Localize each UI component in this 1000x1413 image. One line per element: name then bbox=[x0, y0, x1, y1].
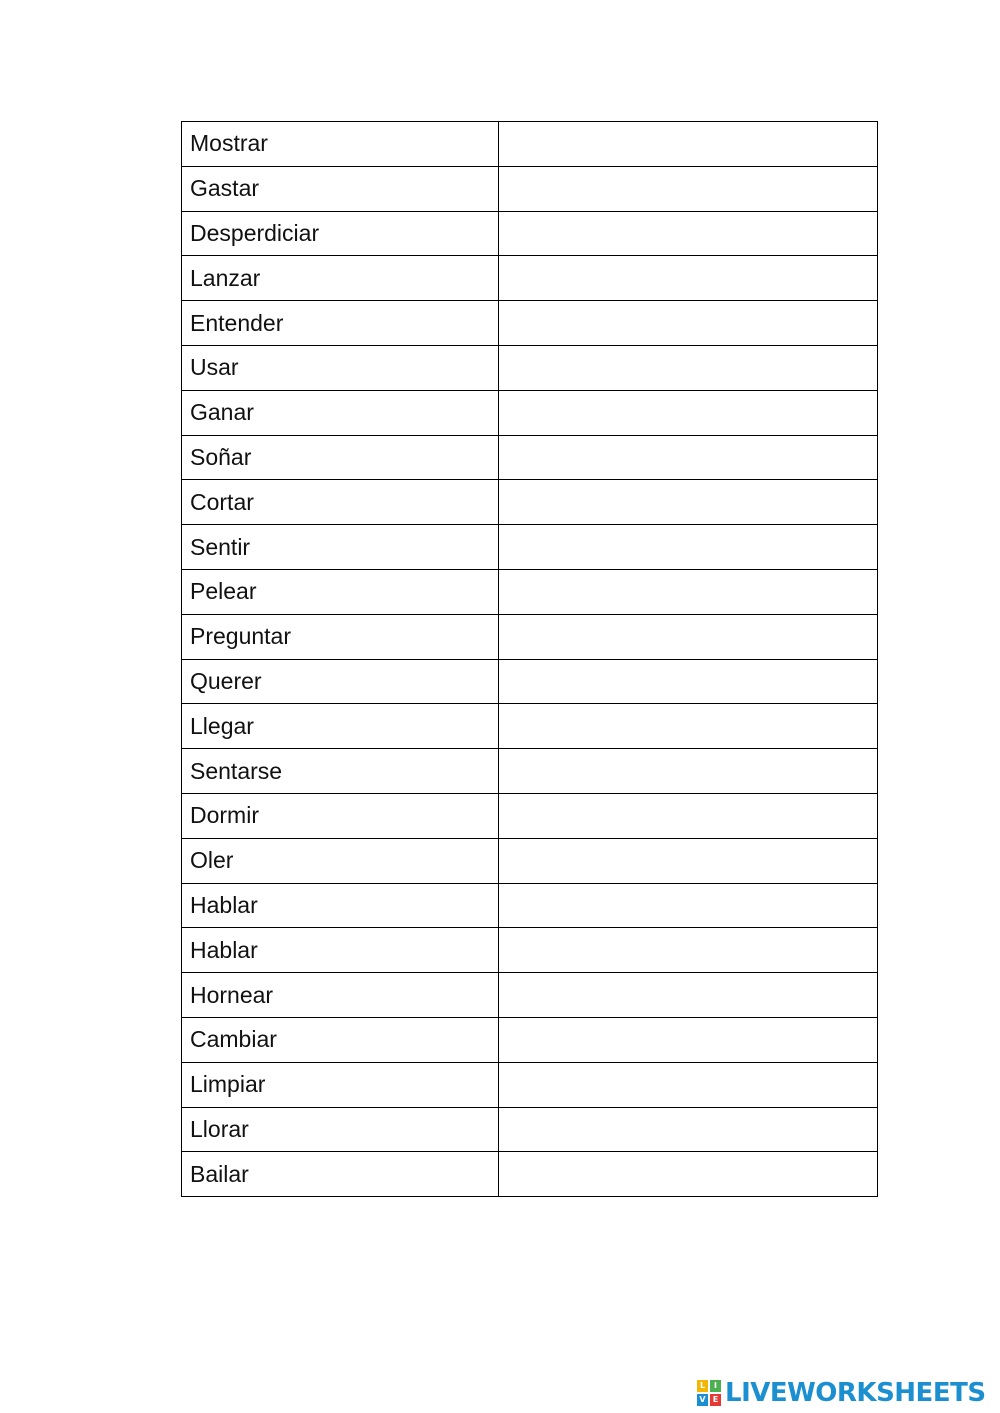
answer-cell[interactable] bbox=[499, 883, 878, 928]
logo-letter-e: E bbox=[710, 1394, 721, 1406]
answer-cell[interactable] bbox=[499, 614, 878, 659]
table-row bbox=[182, 211, 878, 256]
answer-cell[interactable] bbox=[499, 166, 878, 211]
answer-cell[interactable] bbox=[499, 345, 878, 390]
verb-cell: Sentir bbox=[182, 525, 499, 570]
verb-cell: Hablar bbox=[182, 928, 499, 973]
answer-cell[interactable] bbox=[499, 1062, 878, 1107]
verb-cell: Soñar bbox=[182, 435, 499, 480]
answer-cell[interactable] bbox=[499, 793, 878, 838]
verb-cell: Oler bbox=[182, 838, 499, 883]
verb-table bbox=[181, 121, 878, 1197]
table-row bbox=[182, 749, 878, 794]
verb-cell: Querer bbox=[182, 659, 499, 704]
answer-cell[interactable] bbox=[499, 435, 878, 480]
answer-cell[interactable] bbox=[499, 569, 878, 614]
table-row bbox=[182, 973, 878, 1018]
answer-cell[interactable] bbox=[499, 1017, 878, 1062]
answer-cell[interactable] bbox=[499, 1107, 878, 1152]
table-row bbox=[182, 301, 878, 346]
logo-letter-v: V bbox=[697, 1394, 708, 1406]
verb-cell: Cambiar bbox=[182, 1017, 499, 1062]
verb-cell: Lanzar bbox=[182, 256, 499, 301]
verb-cell: Preguntar bbox=[182, 614, 499, 659]
verb-cell: Hablar bbox=[182, 883, 499, 928]
verb-cell: Cortar bbox=[182, 480, 499, 525]
liveworksheets-brand bbox=[697, 1377, 986, 1409]
liveworksheets-logo-icon bbox=[697, 1380, 721, 1406]
verb-cell: Dormir bbox=[182, 793, 499, 838]
answer-cell[interactable] bbox=[499, 480, 878, 525]
table-row bbox=[182, 122, 878, 167]
table-row bbox=[182, 659, 878, 704]
logo-letter-i: I bbox=[710, 1380, 721, 1392]
table-row bbox=[182, 1107, 878, 1152]
verb-cell: Sentarse bbox=[182, 749, 499, 794]
answer-cell[interactable] bbox=[499, 973, 878, 1018]
table-row bbox=[182, 1152, 878, 1197]
table-row bbox=[182, 793, 878, 838]
verb-cell: Usar bbox=[182, 345, 499, 390]
answer-cell[interactable] bbox=[499, 525, 878, 570]
verb-cell: Llegar bbox=[182, 704, 499, 749]
answer-cell[interactable] bbox=[499, 928, 878, 973]
table-row bbox=[182, 1017, 878, 1062]
verb-cell: Mostrar bbox=[182, 122, 499, 167]
verb-cell: Entender bbox=[182, 301, 499, 346]
verb-cell: Ganar bbox=[182, 390, 499, 435]
answer-cell[interactable] bbox=[499, 390, 878, 435]
answer-cell[interactable] bbox=[499, 256, 878, 301]
table-row bbox=[182, 166, 878, 211]
table-row bbox=[182, 569, 878, 614]
table-row bbox=[182, 390, 878, 435]
answer-cell[interactable] bbox=[499, 211, 878, 256]
table-row bbox=[182, 928, 878, 973]
verb-cell: Hornear bbox=[182, 973, 499, 1018]
table-row bbox=[182, 525, 878, 570]
verb-cell: Llorar bbox=[182, 1107, 499, 1152]
answer-cell[interactable] bbox=[499, 301, 878, 346]
verb-cell: Pelear bbox=[182, 569, 499, 614]
verb-cell: Gastar bbox=[182, 166, 499, 211]
answer-cell[interactable] bbox=[499, 1152, 878, 1197]
logo-letter-l: L bbox=[697, 1380, 708, 1392]
answer-cell[interactable] bbox=[499, 122, 878, 167]
verb-cell: Desperdiciar bbox=[182, 211, 499, 256]
table-row bbox=[182, 1062, 878, 1107]
brand-name: LIVEWORKSHEETS bbox=[725, 1378, 986, 1408]
answer-cell[interactable] bbox=[499, 838, 878, 883]
verb-cell: Bailar bbox=[182, 1152, 499, 1197]
answer-cell[interactable] bbox=[499, 659, 878, 704]
table-row bbox=[182, 480, 878, 525]
table-row bbox=[182, 614, 878, 659]
table-row bbox=[182, 435, 878, 480]
table-row bbox=[182, 704, 878, 749]
table-row bbox=[182, 256, 878, 301]
answer-cell[interactable] bbox=[499, 704, 878, 749]
table-row bbox=[182, 838, 878, 883]
answer-cell[interactable] bbox=[499, 749, 878, 794]
verb-cell: Limpiar bbox=[182, 1062, 499, 1107]
table-row bbox=[182, 345, 878, 390]
table-row bbox=[182, 883, 878, 928]
